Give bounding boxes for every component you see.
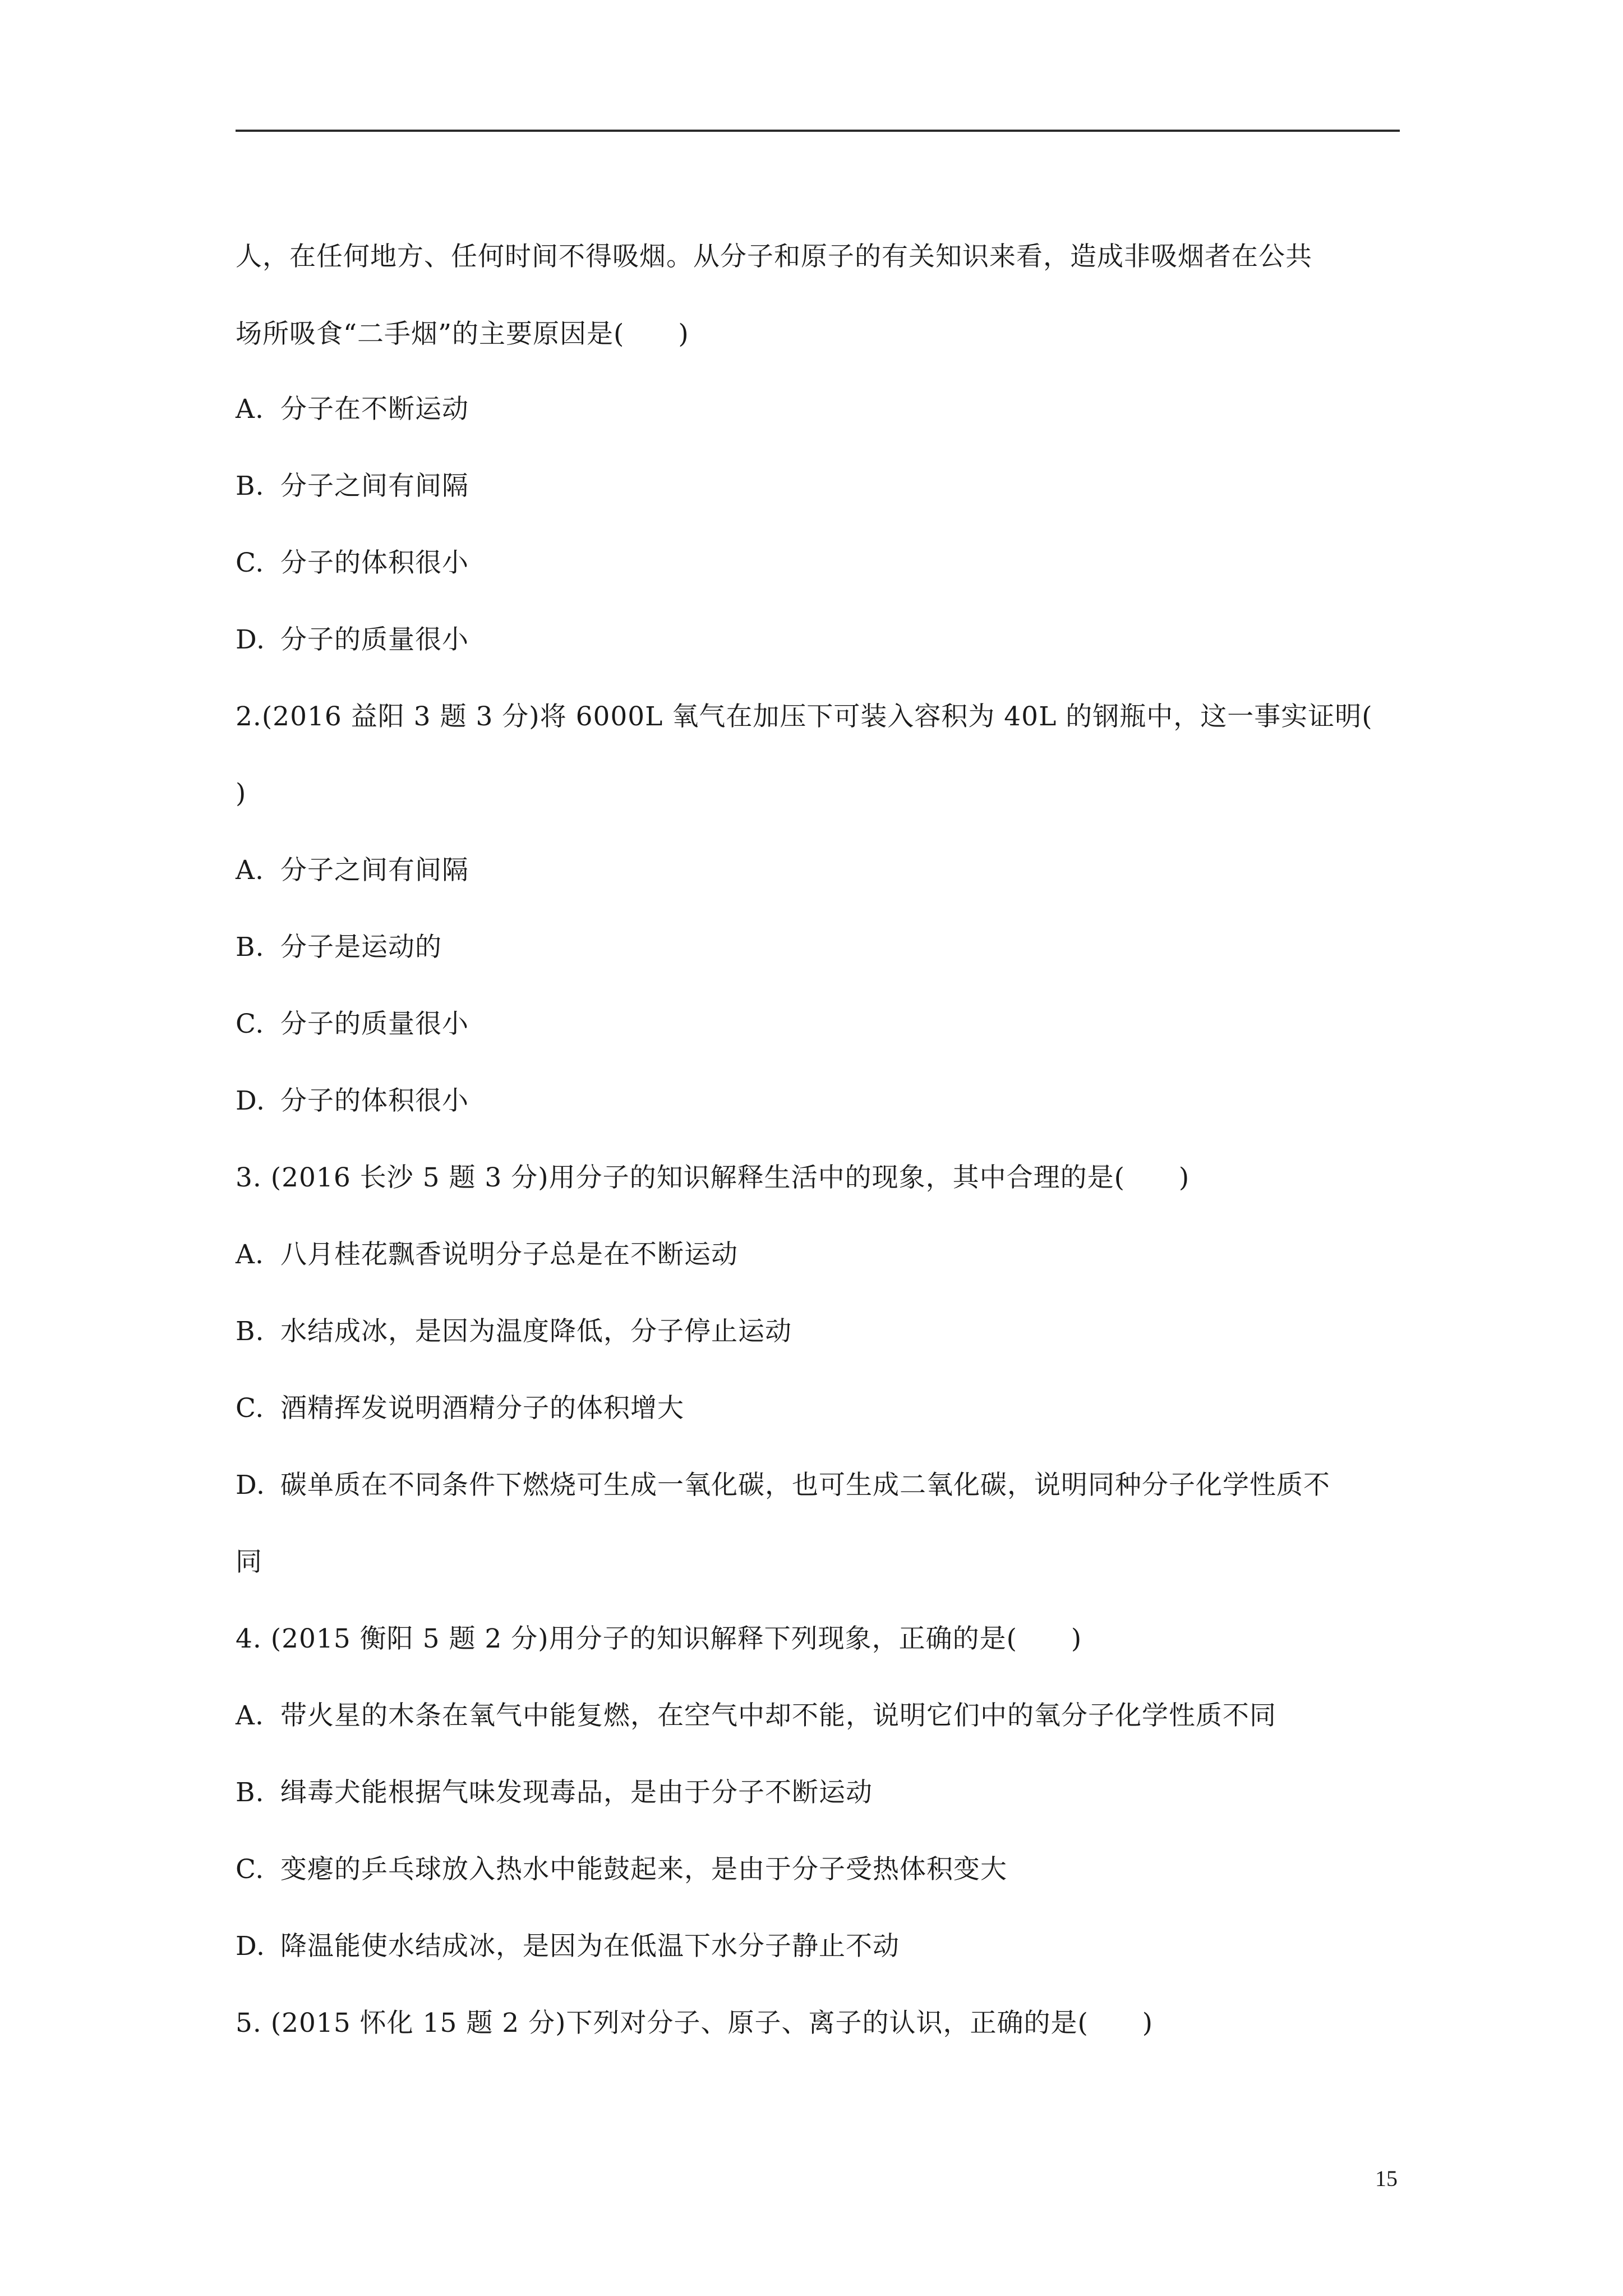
paragraph-line-2: 场所吸食“二手烟”的主要原因是( )	[236, 319, 689, 349]
option-letter: C.	[236, 1854, 265, 1885]
q1-option-b	[236, 470, 469, 503]
q3-option-a	[236, 1238, 738, 1272]
option-text: 分子是运动的	[280, 932, 442, 963]
q2-stem: 2.(2016 益阳 3 题 3 分)将 6000L 氧气在加压下可装入容积为 40L 的钢瓶中，这一事实证明(	[236, 701, 1373, 732]
option-text: 分子之间有间隔	[280, 471, 469, 501]
option-letter: B.	[236, 1316, 265, 1347]
q3-option-d	[236, 1469, 1330, 1502]
option-text: 分子的体积很小	[280, 1085, 469, 1116]
q1-option-a	[236, 393, 469, 426]
q4-option-c	[236, 1853, 1007, 1887]
option-letter: D.	[236, 1931, 265, 1962]
q4-option-d	[236, 1930, 900, 1963]
q1-option-d	[236, 623, 469, 657]
option-text: 降温能使水结成冰，是因为在低温下水分子静止不动	[280, 1931, 900, 1962]
option-text: 水结成冰，是因为温度降低，分子停止运动	[280, 1316, 792, 1347]
option-letter: B.	[236, 932, 265, 963]
header-rule	[236, 130, 1400, 132]
option-text: 碳单质在不同条件下燃烧可生成一氧化碳，也可生成二氧化碳，说明同种分子化学性质不	[280, 1470, 1330, 1501]
option-text: 分子在不断运动	[280, 394, 469, 425]
page-number: 15	[1375, 2166, 1398, 2191]
option-letter: C.	[236, 1009, 265, 1039]
q3-option-b	[236, 1315, 792, 1349]
q3-option-c	[236, 1392, 684, 1425]
option-letter: D.	[236, 624, 265, 655]
option-letter: B.	[236, 1777, 265, 1808]
option-letter: A.	[236, 394, 264, 425]
q5-stem: 5. (2015 怀化 15 题 2 分)下列对分子、原子、离子的认识，正确的是( )	[236, 2008, 1154, 2039]
q2-option-c	[236, 1007, 469, 1041]
option-letter: A.	[236, 1239, 264, 1270]
option-letter: C.	[236, 1393, 265, 1424]
q1-option-c	[236, 546, 469, 580]
option-letter: D.	[236, 1085, 265, 1116]
q2-option-a	[236, 854, 469, 887]
option-text: 八月桂花飘香说明分子总是在不断运动	[280, 1239, 738, 1270]
option-text: 缉毒犬能根据气味发现毒品，是由于分子不断运动	[280, 1777, 873, 1808]
q4-option-a	[236, 1699, 1276, 1733]
q2-stem-continued: )	[236, 778, 247, 809]
option-text: 分子之间有间隔	[280, 855, 469, 886]
option-letter: C.	[236, 547, 265, 578]
option-text: 分子的质量很小	[280, 1009, 469, 1039]
option-text: 分子的体积很小	[280, 547, 469, 578]
option-text: 变瘪的乒乓球放入热水中能鼓起来，是由于分子受热体积变大	[280, 1854, 1007, 1885]
q3-stem: 3. (2016 长沙 5 题 3 分)用分子的知识解释生活中的现象，其中合理的是( )	[236, 1162, 1190, 1193]
q4-stem: 4. (2015 衡阳 5 题 2 分)用分子的知识解释下列现象，正确的是( )	[236, 1623, 1082, 1654]
q4-option-b	[236, 1776, 873, 1810]
option-text: 酒精挥发说明酒精分子的体积增大	[280, 1393, 684, 1424]
option-text: 带火星的木条在氧气中能复燃，在空气中却不能，说明它们中的氧分子化学性质不同	[280, 1700, 1276, 1731]
q3-option-d-continued: 同	[236, 1547, 262, 1577]
option-letter: D.	[236, 1470, 265, 1501]
option-text: 分子的质量很小	[280, 624, 469, 655]
option-letter: B.	[236, 471, 265, 501]
q2-option-b	[236, 931, 442, 964]
q2-option-d	[236, 1084, 469, 1118]
option-letter: A.	[236, 1700, 264, 1731]
option-letter: A.	[236, 855, 264, 886]
paragraph-line-1: 人，在任何地方、任何时间不得吸烟。从分子和原子的有关知识来看，造成非吸烟者在公共	[236, 241, 1312, 272]
